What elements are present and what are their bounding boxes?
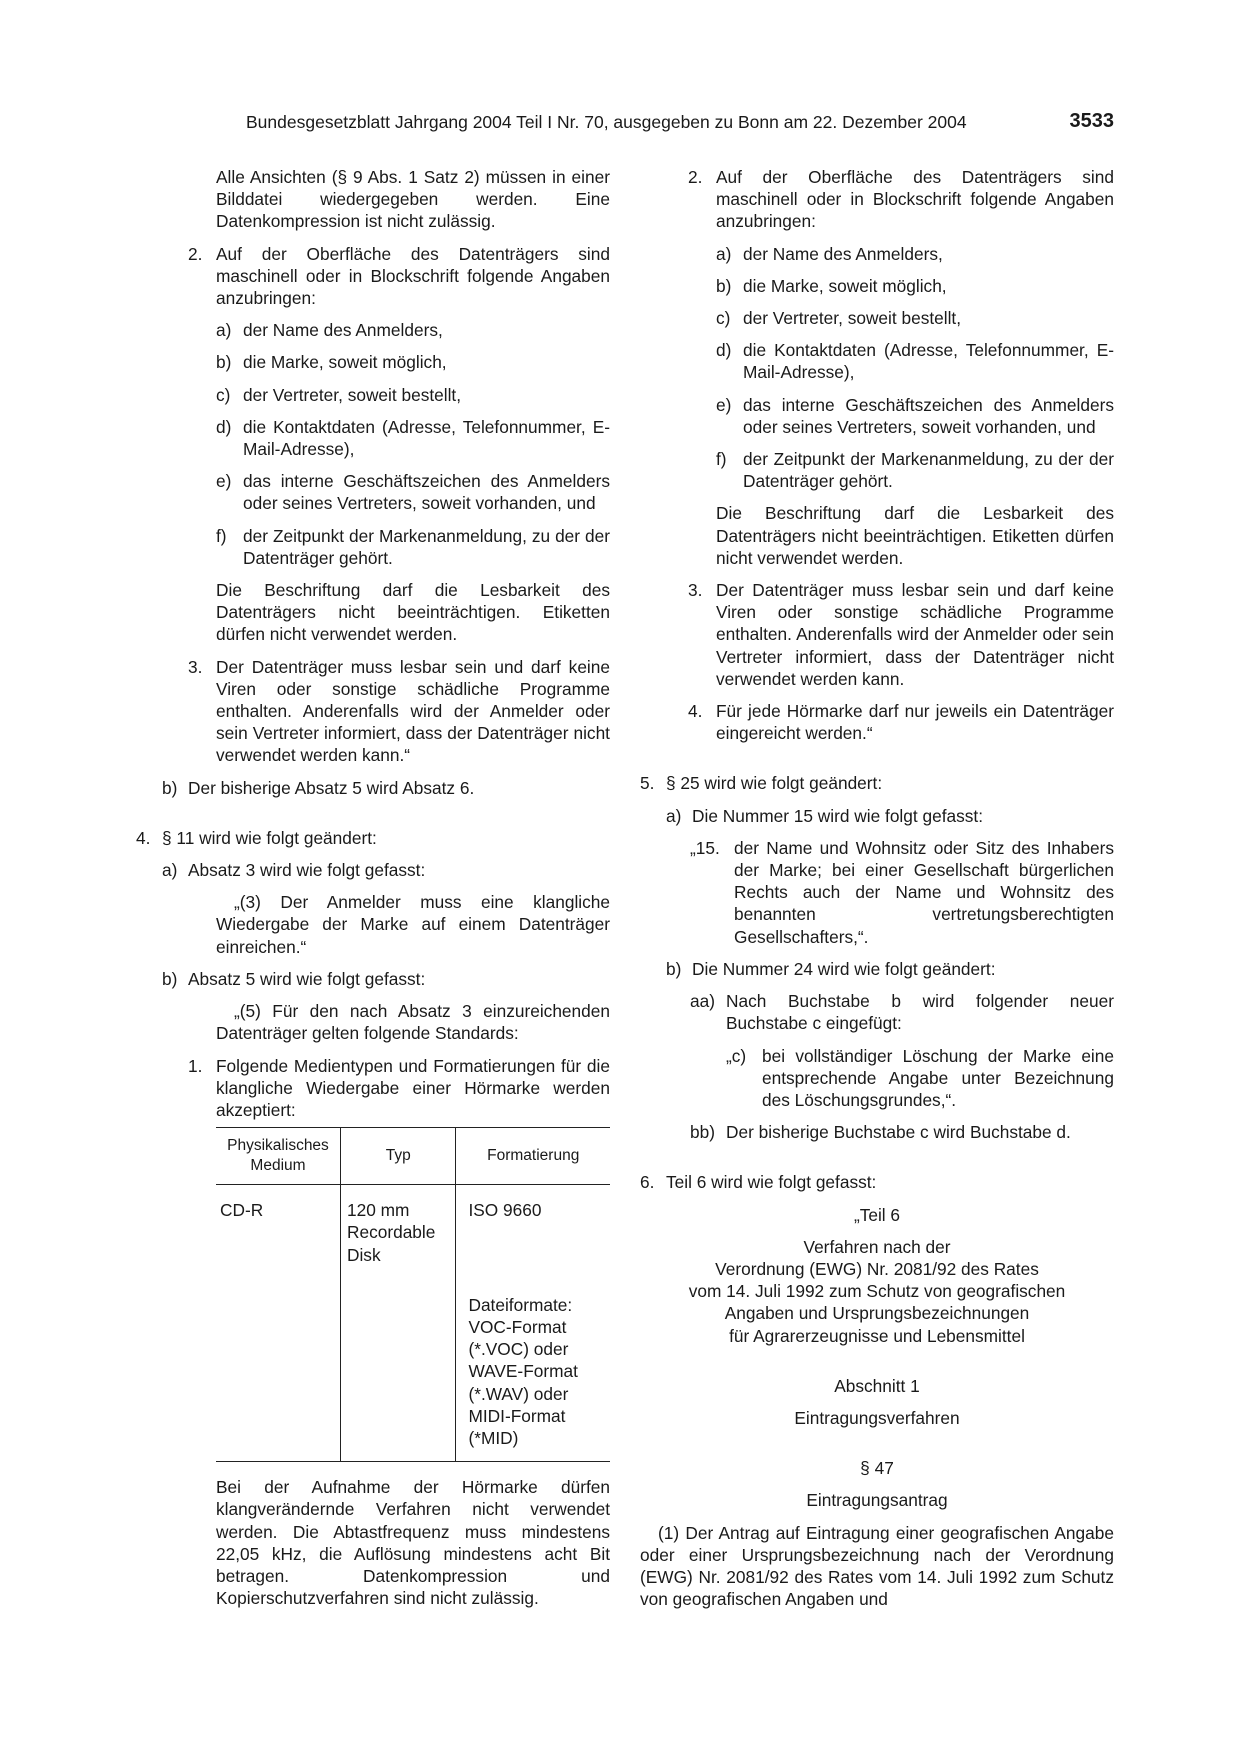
sub-text: die Kontaktdaten (Adresse, Telefonnummer, E-Mail-Adresse), [243,416,610,460]
left-column [136,166,610,1609]
item-text: Für jede Hörmarke darf nur jeweils ein Datenträger eingereicht werden.“ [716,701,1114,744]
number-15 [640,837,1114,948]
paragraph-heading: § 47 [860,1458,894,1479]
sub-e [136,470,610,514]
item-2 [640,166,1114,233]
column-header: Formatierung [456,1128,610,1185]
sub-marker: b) [666,958,682,979]
section-4b [136,968,610,990]
labeling-paragraph: Die Beschriftung darf die Lesbarkeit des Datenträgers nicht beeinträchtigen. Etiketten dürfen nicht verwendet werden. [716,503,1114,568]
paragraph-text: (1) Der Antrag auf Eintragung einer geografischen Angabe oder einer Ursprungsbezeichnung nach der Verordnung (EWG) Nr. 2081/92 des Rates vom 14. Juli 1992 zum Schutz von geografischen Angaben und [640,1522,1114,1610]
item-text: Auf der Oberfläche des Datenträgers sind maschinell oder in Blockschrift folgende Angaben anzubringen: [216,243,610,309]
sub-d [136,416,610,460]
sub-b [640,275,1114,297]
table-cell [456,1266,610,1462]
sub-text: der Vertreter, soweit bestellt, [743,308,962,329]
title-line: Angaben und Ursprungsbezeichnungen [724,1303,1030,1324]
amendment-b [136,777,610,799]
column-header: Physikalisches Medium [216,1128,340,1185]
sub-c [136,384,610,406]
table-cell [340,1266,455,1462]
inserted-c [640,1045,1114,1112]
section-6 [640,1171,1114,1193]
sub-marker: d) [216,416,232,437]
sub-marker: c) [716,308,731,329]
sub-marker: bb) [690,1122,715,1143]
teil-6-title [640,1236,1114,1347]
sub-text: der Zeitpunkt der Markenanmeldung, zu der der Datenträger gehört. [243,525,610,568]
item-3 [136,656,610,767]
abschnitt-title: Eintragungsverfahren [794,1407,960,1428]
item-number: 3. [688,580,703,601]
page-header [246,110,1114,140]
sub-marker: b) [716,275,732,296]
sub-text: Nach Buchstabe b wird folgender neuer Buchstabe c eingefügt: [726,991,1114,1034]
column-header: Typ [340,1128,455,1185]
table-cell [216,1266,340,1462]
item-4 [640,700,1114,744]
page-number: 3533 [1069,110,1114,132]
sub-text: bei vollständiger Löschung der Marke eine entsprechende Angabe unter Bezeichnung des Löschungsgrundes,“. [762,1045,1114,1110]
sub-text: Absatz 3 wird wie folgt gefasst: [188,860,426,881]
item-text: Auf der Oberfläche des Datenträgers sind maschinell oder in Blockschrift folgende Angaben anzubringen: [716,167,1114,232]
format-iso: ISO 9660 [468,1200,542,1221]
sub-bb [640,1121,1114,1143]
absatz-3-text: „(3) Der Anmelder muss eine klangliche Wiedergabe der Marke auf einem Datenträger einreichen.“ [216,892,610,957]
sub-f [136,525,610,569]
sub-marker: a) [666,805,682,826]
title-line: vom 14. Juli 1992 zum Schutz von geografischen [688,1281,1066,1302]
sub-text: Absatz 5 wird wie folgt gefasst: [188,968,426,989]
format-files: Dateiformate: VOC-Format (*.VOC) oder WAVE-Format (*.WAV) oder MIDI-Format (*MID) [468,1294,578,1448]
sub-marker: b) [216,352,232,373]
table-cell: CD-R [216,1185,340,1266]
section-5 [640,772,1114,794]
item-text: Der Datenträger muss lesbar sein und darf keine Viren oder sonstige schädliche Programme enthalten. Anderenfalls wird der Anmelder oder sein Vertreter informiert, dass der Datenträger nicht verwendet werden kann.“ [216,656,610,766]
teil-6-heading: „Teil 6 [853,1204,901,1225]
section-4a [136,859,610,881]
sub-text: Die Nummer 24 wird wie folgt geändert: [692,958,996,979]
sub-e [640,394,1114,438]
sub-marker: e) [216,471,232,492]
sub-marker: b) [162,777,178,798]
header-title: Bundesgesetzblatt Jahrgang 2004 Teil I Nr. 70, ausgegeben zu Bonn am 22. Dezember 2004 [246,112,967,132]
item-number: 2. [688,167,703,187]
sub-text: die Kontaktdaten (Adresse, Telefonnummer, E-Mail-Adresse), [743,340,1114,383]
sub-marker: e) [716,394,732,415]
sub-text: Der bisherige Buchstabe c wird Buchstabe d. [726,1122,1071,1143]
item-number: 2. [188,243,203,264]
sub-a [136,319,610,341]
sub-text: Der bisherige Absatz 5 wird Absatz 6. [188,777,475,798]
sub-marker: f) [716,449,727,470]
table-row [216,1266,610,1462]
sub-text: das interne Geschäftszeichen des Anmelders oder seines Vertreters, soweit vorhanden, und [243,471,610,514]
intro-paragraph: Alle Ansichten (§ 9 Abs. 1 Satz 2) müssen in einer Bilddatei wiedergegeben werden. Eine Datenkompression ist nicht zulässig. [216,167,610,232]
sub-text: das interne Geschäftszeichen des Anmelders oder seines Vertreters, soweit vorhanden, und [743,394,1114,437]
abschnitt-heading: Abschnitt 1 [834,1375,920,1396]
table-cell: 120 mm Recordable Disk [340,1185,455,1266]
sub-a [640,243,1114,265]
sub-marker: aa) [690,991,715,1012]
media-table [216,1127,610,1462]
section-4 [136,827,610,849]
item-number: 3. [188,656,203,677]
table-cell [456,1185,610,1266]
section-text: § 11 wird wie folgt geändert: [162,827,377,848]
sub-marker: c) [216,384,231,405]
section-5a [640,805,1114,827]
paragraph-title: Eintragungsantrag [806,1490,948,1511]
labeling-paragraph: Die Beschriftung darf die Lesbarkeit des Datenträgers nicht beeinträchtigen. Etiketten dürfen nicht verwendet werden. [216,580,610,645]
table-row [216,1185,610,1266]
sub-text: der Zeitpunkt der Markenanmeldung, zu der der Datenträger gehört. [743,449,1114,492]
sub-f [640,448,1114,492]
section-number: 4. [136,827,151,848]
title-line: Verordnung (EWG) Nr. 2081/92 des Rates [715,1258,1039,1279]
sub-marker: a) [162,860,178,881]
item-text: Der Datenträger muss lesbar sein und darf keine Viren oder sonstige schädliche Programme enthalten. Anderenfalls wird der Anmelder oder sein Vertreter informiert, dass der Datenträger nicht verwendet werden kann. [716,580,1114,689]
sub-marker: „c) [726,1045,747,1066]
table-header-row [216,1128,610,1185]
item-number: 4. [688,701,703,722]
sub-text: der Vertreter, soweit bestellt, [243,384,462,405]
section-number: 5. [640,773,655,794]
section-text: Teil 6 wird wie folgt gefasst: [666,1172,877,1193]
number-text: der Name und Wohnsitz oder Sitz des Inhabers der Marke; bei einer Gesellschaft bürgerlichen Rechts auch der Name und Wohnsitz des benannten vertretungsberechtigten Gesellschafters,“. [734,837,1114,947]
right-column [640,166,1114,1610]
sub-marker: f) [216,525,227,546]
sub-text: der Name des Anmelders, [743,243,943,264]
sub-marker: d) [716,340,732,361]
item-3 [640,579,1114,690]
sub-text: Die Nummer 15 wird wie folgt gefasst: [692,805,984,826]
sub-c [640,307,1114,329]
standard-1 [136,1055,610,1122]
item-number: 1. [188,1055,203,1076]
sub-b [136,351,610,373]
sub-text: der Name des Anmelders, [243,320,443,341]
sub-d [640,339,1114,383]
item-2 [136,243,610,310]
sub-marker: b) [162,968,178,989]
title-line: Verfahren nach der [803,1236,951,1257]
section-number: 6. [640,1172,655,1193]
sub-marker: a) [216,320,232,341]
sub-text: die Marke, soweit möglich, [243,352,447,373]
recording-paragraph: Bei der Aufnahme der Hörmarke dürfen klangverändernde Verfahren nicht verwendet werden. Die Abtastfrequenz muss mindestens 22,05 kHz, die Auflösung mindestens acht Bit betragen. Datenkompression und Kopierschutzverfahren sind nicht zulässig. [216,1477,610,1609]
number-marker: „15. [690,837,720,858]
section-5b [640,958,1114,980]
section-text: § 25 wird wie folgt geändert: [666,773,883,794]
absatz-5-text: „(5) Für den nach Absatz 3 einzureichenden Datenträger gelten folgende Standards: [216,1001,610,1044]
title-line: für Agrarerzeugnisse und Lebensmittel [729,1325,1025,1346]
sub-aa [640,990,1114,1034]
sub-text: die Marke, soweit möglich, [743,275,947,296]
sub-marker: a) [716,243,732,264]
item-text: Folgende Medientypen und Formatierungen für die klangliche Wiedergabe einer Hörmarke werden akzeptiert: [216,1055,610,1120]
